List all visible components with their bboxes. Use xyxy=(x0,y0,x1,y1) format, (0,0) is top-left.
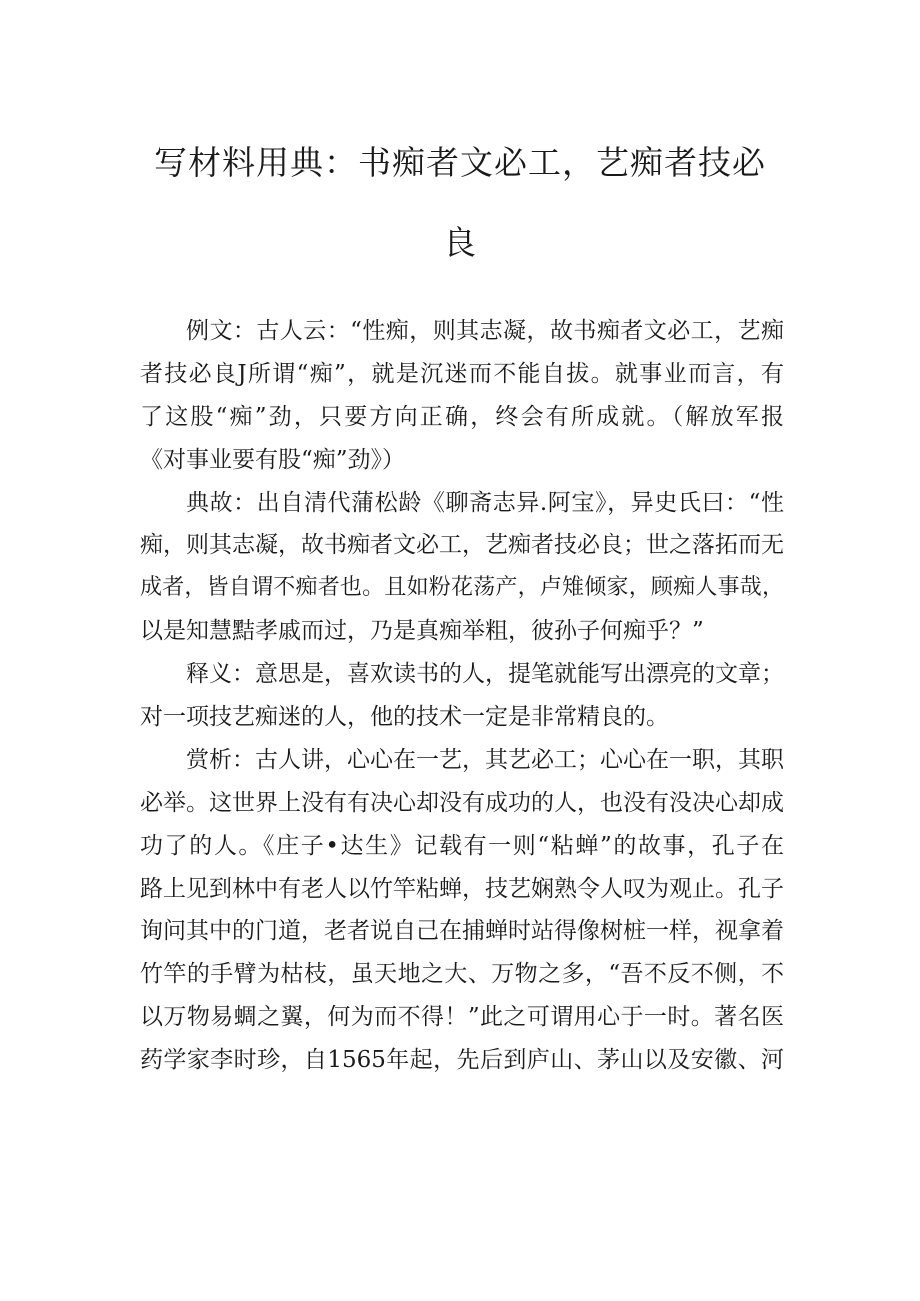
paragraph-source-line: 成者，皆自谓不痴者也。且如粉花荡产，卢雉倾家，顾痴人事哉， xyxy=(140,575,784,601)
paragraph-analysis-line: 询问其中的门道，老者说自己在捕蝉时站得像树桩一样，视拿着 xyxy=(140,918,784,945)
paragraph-analysis-line: 以万物易蜩之翼，何为而不得！”此之可谓用心于一时。著名医 xyxy=(140,1004,784,1031)
paragraph-analysis-line: 药学家李时珍，自1565年起，先后到庐山、茅山以及安徽、河 xyxy=(140,1047,784,1074)
paragraph-analysis-line: 赏析：古人讲，心心在一艺，其艺必工；心心在一职，其职 xyxy=(186,746,784,773)
paragraph-example-line: 例文：古人云：“性痴，则其志凝，故书痴者文必工，艺痴 xyxy=(186,318,784,344)
article-body xyxy=(140,310,784,1082)
paragraph-source-line: 痴，则其志凝，故书痴者文必工，艺痴者技必良；世之落拓而无 xyxy=(140,532,784,559)
paragraph-example-line: 《对事业要有股“痴”劲》） xyxy=(140,446,406,473)
paragraph-analysis-line: 竹竿的手臂为枯枝，虽天地之大、万物之多，“吾不反不侧，不 xyxy=(140,961,784,988)
title-line-1: 写材料用典：书痴者文必工，艺痴者技必 xyxy=(154,143,766,182)
paragraph-analysis-line: 必举。这世界上没有有决心却没有成功的人，也没有没决心却成 xyxy=(140,789,784,816)
paragraph-example-line: 者技必良J所谓“痴”，就是沉迷而不能自拔。就事业而言，有 xyxy=(140,360,784,387)
paragraph-source-line: 以是知慧黠孝戚而过，乃是真痴举粗，彼孙子何痴乎？” xyxy=(140,618,704,645)
paragraph-meaning-line: 对一项技艺痴迷的人，他的技术一定是非常精良的。 xyxy=(140,704,669,731)
paragraph-example-line: 了这股“痴”劲，只要方向正确，终会有所成就。（解放军报 xyxy=(140,403,784,430)
paragraph-source-line: 典故：出自清代蒲松龄《聊斋志异.阿宝》，异史氏曰：“性 xyxy=(186,489,784,516)
paragraph-analysis-line: 功了的人。《庄子•达生》记载有一则“粘蝉”的故事，孔子在 xyxy=(140,832,784,859)
title-line-2: 良 xyxy=(443,223,477,262)
paragraph-meaning-line: 释义：意思是，喜欢读书的人，提笔就能写出漂亮的文章； xyxy=(186,661,784,688)
paragraph-analysis-line: 路上见到林中有老人以竹竿粘蝉，技艺娴熟令人叹为观止。孔子 xyxy=(140,875,784,902)
